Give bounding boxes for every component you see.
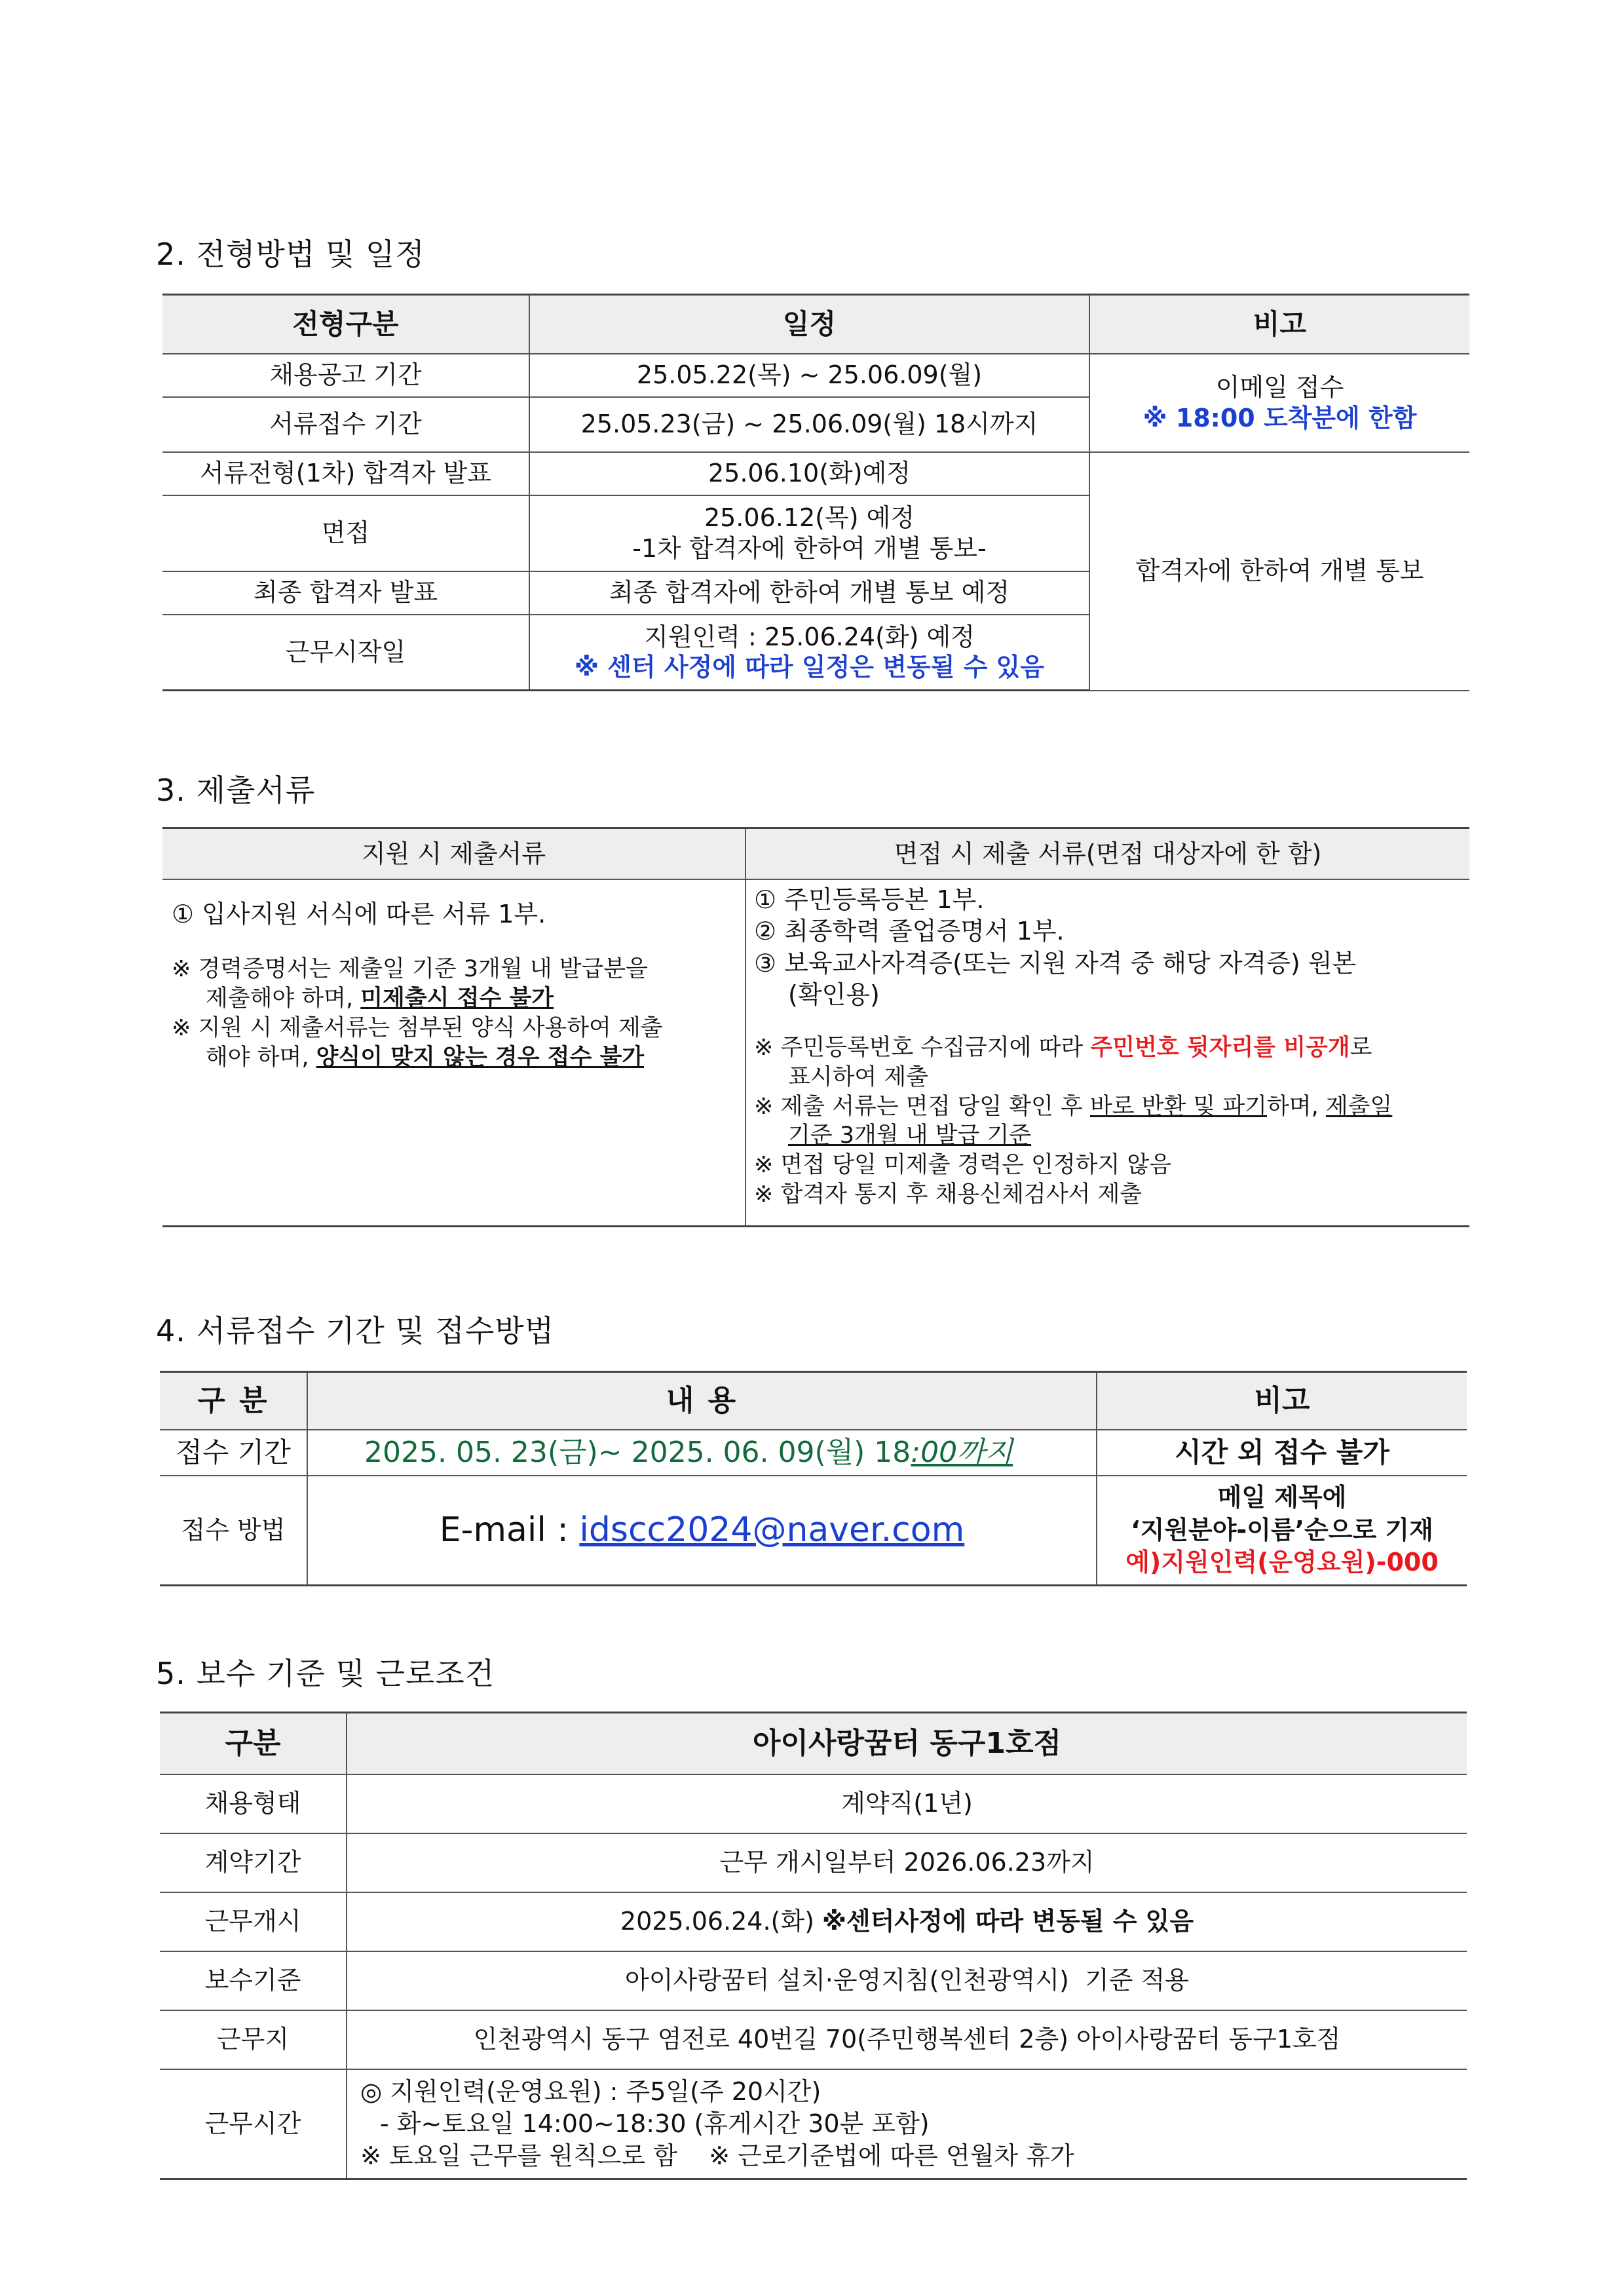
schedule-line: 지원인력 : 25.06.24(화) 예정 [644,622,975,651]
section-2-title: 2. 전형방법 및 일정 [156,237,425,272]
work-hours-line2: - 화~토요일 14:00~18:30 (휴게시간 30분 포함) [380,2109,930,2138]
section-5-title: 5. 보수 기준 및 근로조건 [156,1656,495,1691]
header-content: 내 용 [307,1372,1097,1430]
selection-schedule-table [162,294,1469,691]
apply-item-1: ① 입사지원 서식에 따른 서류 1부. [172,899,546,928]
section-3-title: 3. 제출서류 [156,773,316,808]
interview-note-3: ※ 면접 당일 미제출 경력은 인정하지 않음 [754,1152,1172,1179]
interview-note-2-line1: ※ 제출 서류는 면접 당일 확인 후 바로 반환 및 파기하며, 제출일 [754,1093,1393,1120]
schedule-line: 25.06.12(목) 예정 [704,503,915,533]
interview-note-1-line1: ※ 주민등록번호 수집금지에 따라 주민번호 뒷자리를 비공개로 [754,1035,1372,1061]
interview-note-4: ※ 합격자 통지 후 채용신체검사서 제출 [754,1181,1142,1208]
row-label: 채용형태 [160,1774,347,1833]
row-label: 근무개시 [160,1892,347,1951]
header-apply-docs: 지원 시 제출서류 [162,828,746,879]
row-value: 아이사랑꿈터 설치·운영지침(인천광역시) 기준 적용 [347,1951,1467,2010]
schedule-change-note: ※ 센터 사정에 따라 일정은 변동될 수 있음 [575,653,1044,682]
work-hours-line3: ※ 토요일 근무를 원칙으로 함 ※ 근로기준법에 따른 연월차 휴가 [360,2141,1074,2170]
work-hours-line1: ◎ 지원인력(운영요원) : 주5일(주 20시간) [360,2077,821,2107]
period-label: 접수 기간 [160,1430,307,1476]
method-note: 메일 제목에 ‘지원분야-이름’순으로 기재 예)지원인력(운영요원)-000 [1097,1476,1467,1586]
apply-note-2-line2: 해야 하며, 양식이 맞지 않는 경우 접수 불가 [206,1044,645,1071]
header-branch: 아이사랑꿈터 동구1호점 [347,1713,1467,1774]
row-label: 채용공고 기간 [162,354,529,397]
period-note: 시간 외 접수 불가 [1097,1430,1467,1476]
row-label: 보수기준 [160,1951,347,2010]
header-remark: 비고 [1097,1372,1467,1430]
interview-note-1-line2: 표시하여 제출 [788,1063,928,1090]
start-change-note: ※센터사정에 따라 변동될 수 있음 [822,1907,1194,1936]
interview-item-2: ② 최종학력 졸업증명서 1부. [754,917,1065,946]
row-schedule: 25.05.23(금) ~ 25.06.09(월) 18시까지 [529,397,1089,452]
header-interview-docs: 면접 시 제출 서류(면접 대상자에 한 함) [746,828,1469,879]
method-value: E-mail : idscc2024@naver.com [307,1476,1097,1586]
row-label: 근무시작일 [162,615,529,691]
interview-item-3-line2: (확인용) [788,980,880,1010]
method-label: 접수 방법 [160,1476,307,1586]
period-value: 2025. 05. 23(금)~ 2025. 06. 09(월) 18:00까지 [307,1430,1097,1476]
form-mismatch-warning: 양식이 맞지 않는 경우 접수 불가 [316,1044,645,1071]
header-division: 구 분 [160,1372,307,1430]
row-label: 근무시간 [160,2069,347,2179]
documents-table [162,827,1469,1227]
apply-note-2-line1: ※ 지원 시 제출서류는 첨부된 양식 사용하여 제출 [172,1014,663,1041]
row-value: 계약직(1년) [347,1774,1467,1833]
row-value: 근무 개시일부터 2026.06.23까지 [347,1833,1467,1892]
interview-item-1: ① 주민등록등본 1부. [754,885,985,914]
compensation-table [160,1712,1467,2180]
row-schedule: 최종 합격자에 한하여 개별 통보 예정 [529,571,1089,615]
interview-docs-cell [746,879,1469,1227]
row-schedule: 25.05.22(목) ~ 25.06.09(월) [529,354,1089,397]
row-label: 서류전형(1차) 합격자 발표 [162,452,529,495]
row-label: 최종 합격자 발표 [162,571,529,615]
row-label: 계약기간 [160,1833,347,1892]
row-schedule [529,495,1089,571]
row-label: 서류접수 기간 [162,397,529,452]
header-division: 구분 [160,1713,347,1774]
header-category: 전형구분 [162,295,529,354]
interview-note-2-line2: 기준 3개월 내 발급 기준 [788,1122,1032,1149]
id-number-privacy-note: 주민번호 뒷자리를 비공개 [1090,1035,1350,1061]
interview-item-3-line1: ③ 보육교사자격증(또는 지원 자격 중 해당 자격증) 원본 [754,948,1357,978]
note-email-line1: 이메일 접수 [1215,373,1344,402]
section-4-title: 4. 서류접수 기간 및 접수방법 [156,1313,555,1349]
work-hours-cell [347,2069,1467,2179]
schedule-line: -1차 합격자에 한하여 개별 통보- [632,533,987,563]
row-value: 2025.06.24.(화) ※센터사정에 따라 변동될 수 있음 [347,1892,1467,1951]
note-email-cell [1089,354,1469,452]
subject-example: 예)지원인력(운영요원)-000 [1125,1547,1439,1577]
email-link[interactable]: idscc2024@naver.com [579,1510,965,1550]
apply-note-1-line1: ※ 경력증명서는 제출일 기준 3개월 내 발급분을 [172,956,648,983]
row-label: 면접 [162,495,529,571]
note-notify: 합격자에 한하여 개별 통보 [1089,452,1469,691]
row-value: 인천광역시 동구 염전로 40번길 70(주민행복센터 2층) 아이사랑꿈터 동구1호점 [347,2010,1467,2069]
header-schedule: 일정 [529,295,1089,354]
apply-docs-cell [162,879,746,1227]
no-submit-warning: 미제출시 접수 불가 [360,985,554,1012]
row-schedule [529,615,1089,691]
submission-method-table [160,1371,1467,1586]
row-label: 근무지 [160,2010,347,2069]
apply-note-1-line2: 제출해야 하며, 미제출시 접수 불가 [206,985,554,1012]
note-email-deadline: ※ 18:00 도착분에 한함 [1142,403,1417,432]
header-note: 비고 [1089,295,1469,354]
row-schedule: 25.06.10(화)예정 [529,452,1089,495]
